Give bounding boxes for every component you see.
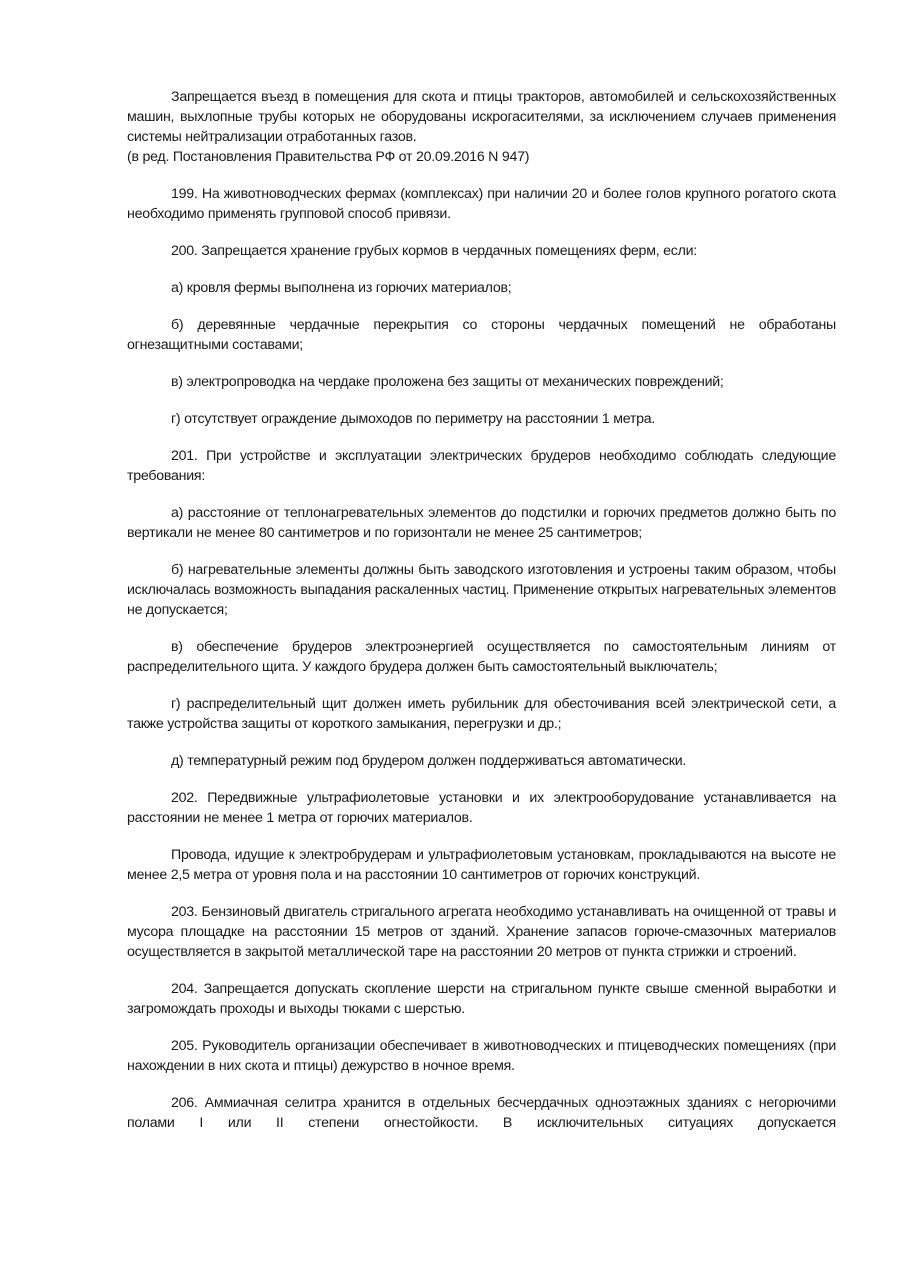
paragraph-intro: Запрещается въезд в помещения для скота и птицы тракторов, автомобилей и сельскохозяйственных машин, выхлопные трубы которых не оборудованы искрогасителями, за исключением случаев применения системы нейтрализации отработанных газов. — [127, 89, 836, 145]
paragraph-206: 206. Аммиачная селитра хранится в отдельных бесчердачных одноэтажных зданиях с негорючими полами I или II степени огнестойкости. В исключительных ситуациях допускается — [127, 1095, 836, 1131]
paragraph-202: 202. Передвижные ультрафиолетовые установки и их электрооборудование устанавливается на расстоянии не менее 1 метра от горючих материалов. — [127, 790, 836, 826]
paragraph-201: 201. При устройстве и эксплуатации электрических брудеров необходимо соблюдать следующие требования: — [127, 448, 836, 484]
paragraph-200-g: г) отсутствует ограждение дымоходов по периметру на расстоянии 1 метра. — [171, 411, 656, 427]
paragraph-205: 205. Руководитель организации обеспечивает в животноводческих и птицеводческих помещениях (при нахождении в них скота и птицы) дежурство в ночное время. — [127, 1038, 836, 1074]
paragraph-203: 203. Бензиновый двигатель стригального агрегата необходимо устанавливать на очищенной от травы и мусора площадке на расстоянии 15 метров от зданий. Хранение запасов горюче-смазочных материалов осуществляется в закрытой металлической таре на расстоянии 20 метров от пункта стрижки и строений. — [127, 904, 836, 960]
paragraph-202-wires: Провода, идущие к электробрудерам и ультрафиолетовым установкам, прокладываются на высоте не менее 2,5 метра от уровня пола и на расстоянии 10 сантиметров от горючих конструкций. — [127, 847, 836, 883]
paragraph-200-v: в) электропроводка на чердаке проложена без защиты от механических повреждений; — [171, 374, 724, 390]
paragraph-200-a: а) кровля фермы выполнена из горючих материалов; — [171, 280, 512, 296]
paragraph-201-b: б) нагревательные элементы должны быть заводского изготовления и устроены таким образом, чтобы исключалась возможность выпадания раскаленных частиц. Применение открытых нагревательных элементов не допускается; — [127, 562, 836, 618]
amendment-note: (в ред. Постановления Правительства РФ от 20.09.2016 N 947) — [127, 149, 530, 165]
paragraph-200-b: б) деревянные чердачные перекрытия со стороны чердачных помещений не обработаны огнезащитными составами; — [127, 317, 836, 353]
paragraph-201-a: а) расстояние от теплонагревательных элементов до подстилки и горючих предметов должно быть по вертикали не менее 80 сантиметров и по горизонтали не менее 25 сантиметров; — [127, 505, 836, 541]
paragraph-201-v: в) обеспечение брудеров электроэнергией осуществляется по самостоятельным линиям от распределительного щита. У каждого брудера должен быть самостоятельный выключатель; — [127, 639, 836, 675]
paragraph-201-d: д) температурный режим под брудером должен поддерживаться автоматически. — [171, 753, 687, 769]
paragraph-199: 199. На животноводческих фермах (комплексах) при наличии 20 и более голов крупного рогатого скота необходимо применять групповой способ привязи. — [127, 186, 836, 222]
paragraph-200: 200. Запрещается хранение грубых кормов в чердачных помещениях ферм, если: — [171, 243, 697, 259]
document-page — [127, 87, 836, 1150]
paragraph-201-g: г) распределительный щит должен иметь рубильник для обесточивания всей электрической сети, а также устройства защиты от короткого замыкания, перегрузки и др.; — [127, 696, 836, 732]
paragraph-204: 204. Запрещается допускать скопление шерсти на стригальном пункте свыше сменной выработки и загромождать проходы и выходы тюками с шерстью. — [127, 981, 836, 1017]
